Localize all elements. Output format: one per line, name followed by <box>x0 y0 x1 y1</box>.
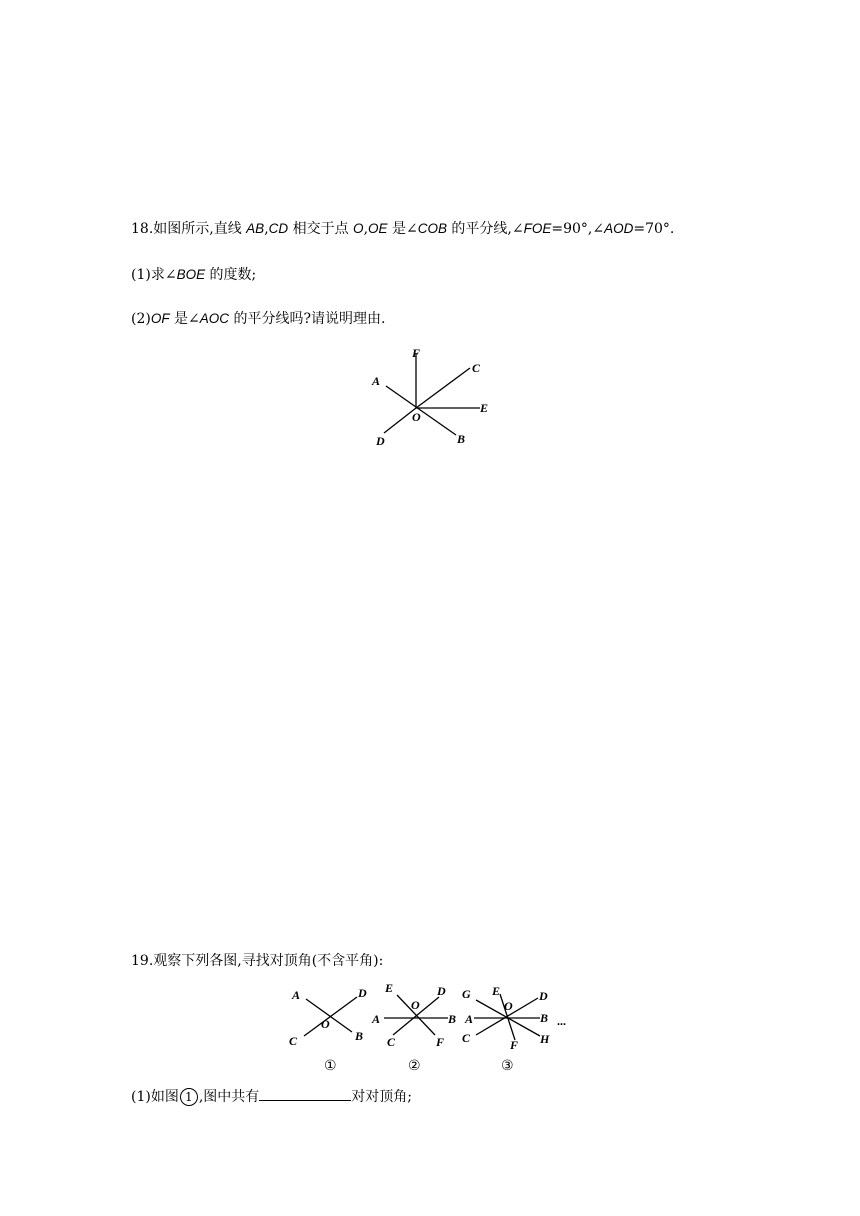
fig3-label-H: H <box>540 1032 550 1046</box>
line-AB <box>386 386 456 435</box>
label-B: B <box>457 432 466 446</box>
fig1-label-B: B <box>355 1029 364 1043</box>
label-A: A <box>372 374 381 388</box>
fig3-label-O: O <box>504 999 513 1013</box>
label-E: E <box>480 401 489 415</box>
fig2-caption: ② <box>408 1058 421 1074</box>
fig3-label-B: B <box>540 1011 549 1025</box>
fig2-label-C: C <box>387 1035 396 1049</box>
q18-part1: (1)求∠BOE 的度数; <box>131 267 257 283</box>
q19-part1: (1)如图 1 ,图中共有 对对顶角; <box>131 1085 412 1107</box>
fig3-label-C: C <box>462 1031 471 1045</box>
fig2-label-O: O <box>411 998 420 1012</box>
label-D: D <box>376 434 385 448</box>
label-C: C <box>472 361 481 375</box>
fig3-label-E: E <box>492 984 501 998</box>
fig2-label-D: D <box>437 984 446 998</box>
label-F: F <box>412 346 421 360</box>
fig3-ellipsis: ... <box>557 1014 566 1028</box>
fig2-label-B: B <box>448 1012 457 1026</box>
fig2-label-E: E <box>385 981 394 995</box>
fig1-label-A: A <box>292 988 301 1002</box>
fig1-lines <box>304 997 357 1036</box>
q19-statement: 19.观察下列各图,寻找对顶角(不含平角): <box>131 953 384 969</box>
fig1-label-O: O <box>321 1017 330 1031</box>
fig3-label-A: A <box>465 1012 474 1026</box>
q18-figure-svg <box>360 340 500 450</box>
label-O: O <box>412 410 421 424</box>
fig3-label-F: F <box>510 1038 519 1052</box>
fig1-label-C: C <box>289 1034 298 1048</box>
answer-blank[interactable] <box>259 1085 351 1101</box>
fig3-label-G: G <box>462 987 471 1001</box>
ray-OC <box>416 368 470 408</box>
fig1-caption: ① <box>324 1058 337 1074</box>
q19-figures <box>280 980 580 1075</box>
fig3-label-D: D <box>539 989 548 1003</box>
q19-figures-svg <box>280 980 580 1075</box>
q18-part2: (2)OF 是∠AOC 的平分线吗?请说明理由. <box>131 311 386 327</box>
fig3-caption: ③ <box>501 1058 514 1074</box>
fig2-label-F: F <box>436 1035 445 1049</box>
q18-figure <box>360 340 500 450</box>
circled-number: 1 <box>180 1088 198 1106</box>
fig2-label-A: A <box>372 1012 381 1026</box>
q18-statement: 18.如图所示,直线 AB,CD 相交于点 O,OE 是∠COB 的平分线,∠FOE=90°,∠AOD=70°. <box>131 221 675 237</box>
fig1-label-D: D <box>358 986 367 1000</box>
